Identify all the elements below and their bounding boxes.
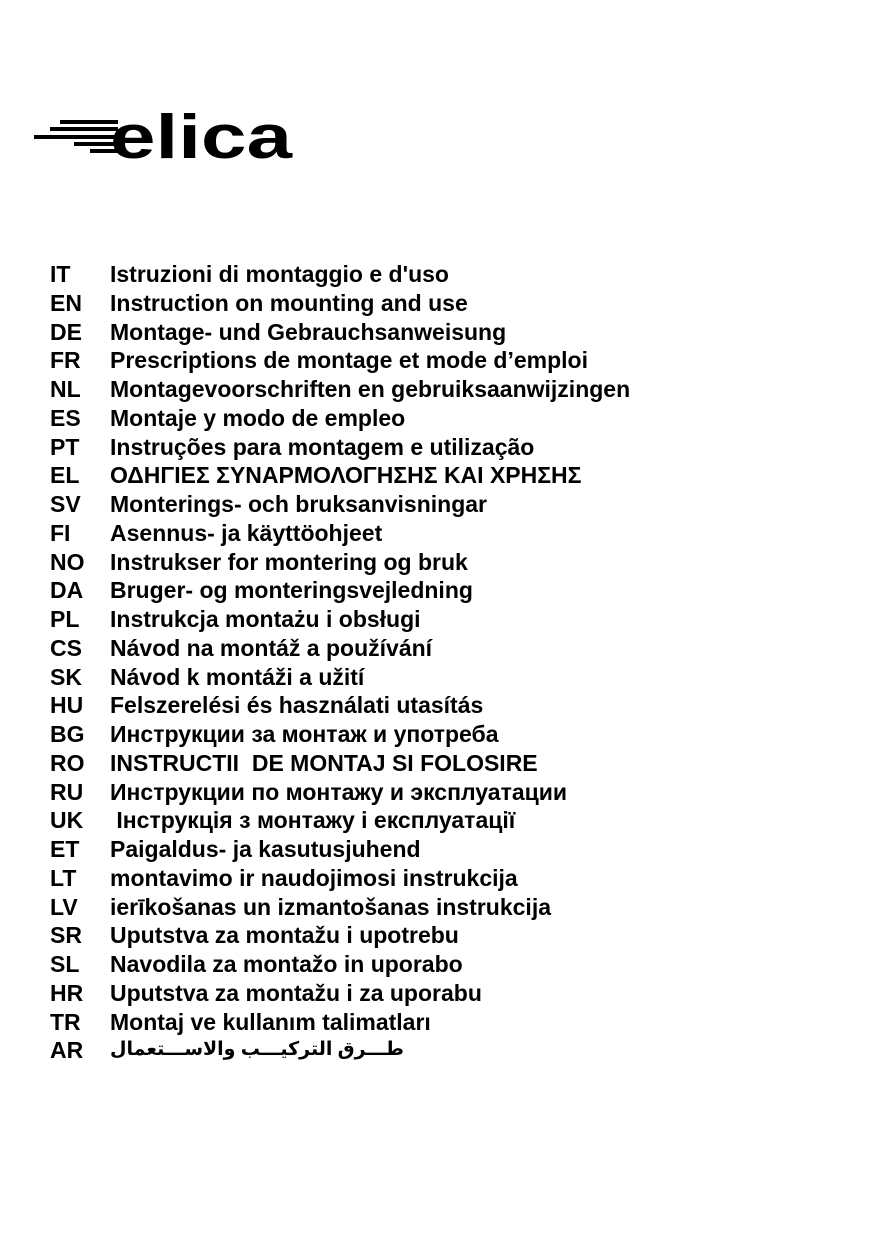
lang-code: PT [50,433,80,460]
lang-code: EN [50,289,82,316]
lang-title: طـــرق التركيـــب والاســـتعمال [110,1039,404,1061]
lang-code: NO [50,548,85,575]
logo-speed-line-1 [34,135,120,139]
lang-code: RU [50,778,84,805]
lang-title: Instruções para montagem e utilização [110,433,535,460]
lang-title: Bruger- og monteringsvejledning [110,577,473,604]
lang-title: ierīkošanas un izmantošanas instrukcija [110,893,551,920]
elica-logo [34,108,296,166]
lang-code: SV [50,491,81,517]
lang-title: Návod k montáži a užití [110,663,365,690]
logo-speed-line-2 [50,127,118,131]
lang-code: DE [50,318,82,345]
lang-code: DA [50,577,84,604]
lang-code: NL [50,376,81,402]
lang-code: SL [50,951,80,977]
lang-code: RO [50,749,85,776]
lang-title: Prescriptions de montage et mode d’emploi [110,347,588,374]
lang-title: Montagevoorschriften en gebruiksaanwijzingen [110,376,631,402]
lang-title: Uputstva za montažu i za uporabu [110,979,482,1006]
logo-wordmark: elica [110,108,293,166]
lang-title: Montage- und Gebrauchsanweisung [110,318,507,345]
lang-title: Návod na montáž a používání [110,634,433,661]
lang-code: SR [50,922,82,949]
lang-title: Montaje y modo de empleo [110,404,406,431]
lang-title: Инструкции по монтажу и эксплуатации [110,778,568,805]
lang-title: montavimo ir naudojimosi instrukcija [110,864,518,891]
lang-title: Monterings- och bruksanvisningar [110,491,487,517]
lang-code: BG [50,721,85,747]
lang-title: Asennus- ja käyttöohjeet [110,519,383,546]
lang-code: EL [50,462,80,489]
lang-title: Felszerelési és használati utasítás [110,692,484,719]
lang-title: Instruction on mounting and use [110,289,468,316]
lang-code: LV [50,893,78,920]
lang-code: CS [50,634,82,661]
lang-title: INSTRUCTII DE MONTAJ SI FOLOSIRE [110,749,538,776]
elica-logo-graphic [34,108,296,166]
lang-code: UK [50,807,84,834]
lang-title: Montaj ve kullanım talimatları [110,1008,431,1035]
lang-code: SK [50,663,82,690]
lang-title: Інструкція з монтажу і експлуатації [110,807,516,834]
lang-code: FI [50,519,71,546]
lang-code: HU [50,692,84,719]
lang-code: TR [50,1008,81,1035]
lang-code: ET [50,836,80,862]
lang-title: Navodila za montažo in uporabo [110,951,463,977]
lang-title: ΟΔΗΓΙΕΣ ΣΥΝΑΡΜΟΛΟΓΗΣΗΣ ΚΑΙ ΧΡΗΣΗΣ [110,462,582,489]
lang-title: Instrukcja montażu i obsługi [110,606,421,632]
lang-code: HR [50,979,84,1006]
lang-code: LT [50,864,77,891]
lang-code: IT [50,261,71,287]
lang-title: Uputstva za montažu i upotrebu [110,922,459,949]
lang-title: Инструкции за монтаж и употреба [110,721,499,747]
lang-title: Instrukser for montering og bruk [110,548,468,575]
lang-code: ES [50,404,81,431]
lang-title: Paigaldus- ja kasutusjuhend [110,836,421,862]
lang-code: FR [50,347,81,374]
lang-code: AR [50,1037,84,1064]
lang-code: PL [50,606,80,632]
lang-title: Istruzioni di montaggio e d'uso [110,261,449,287]
